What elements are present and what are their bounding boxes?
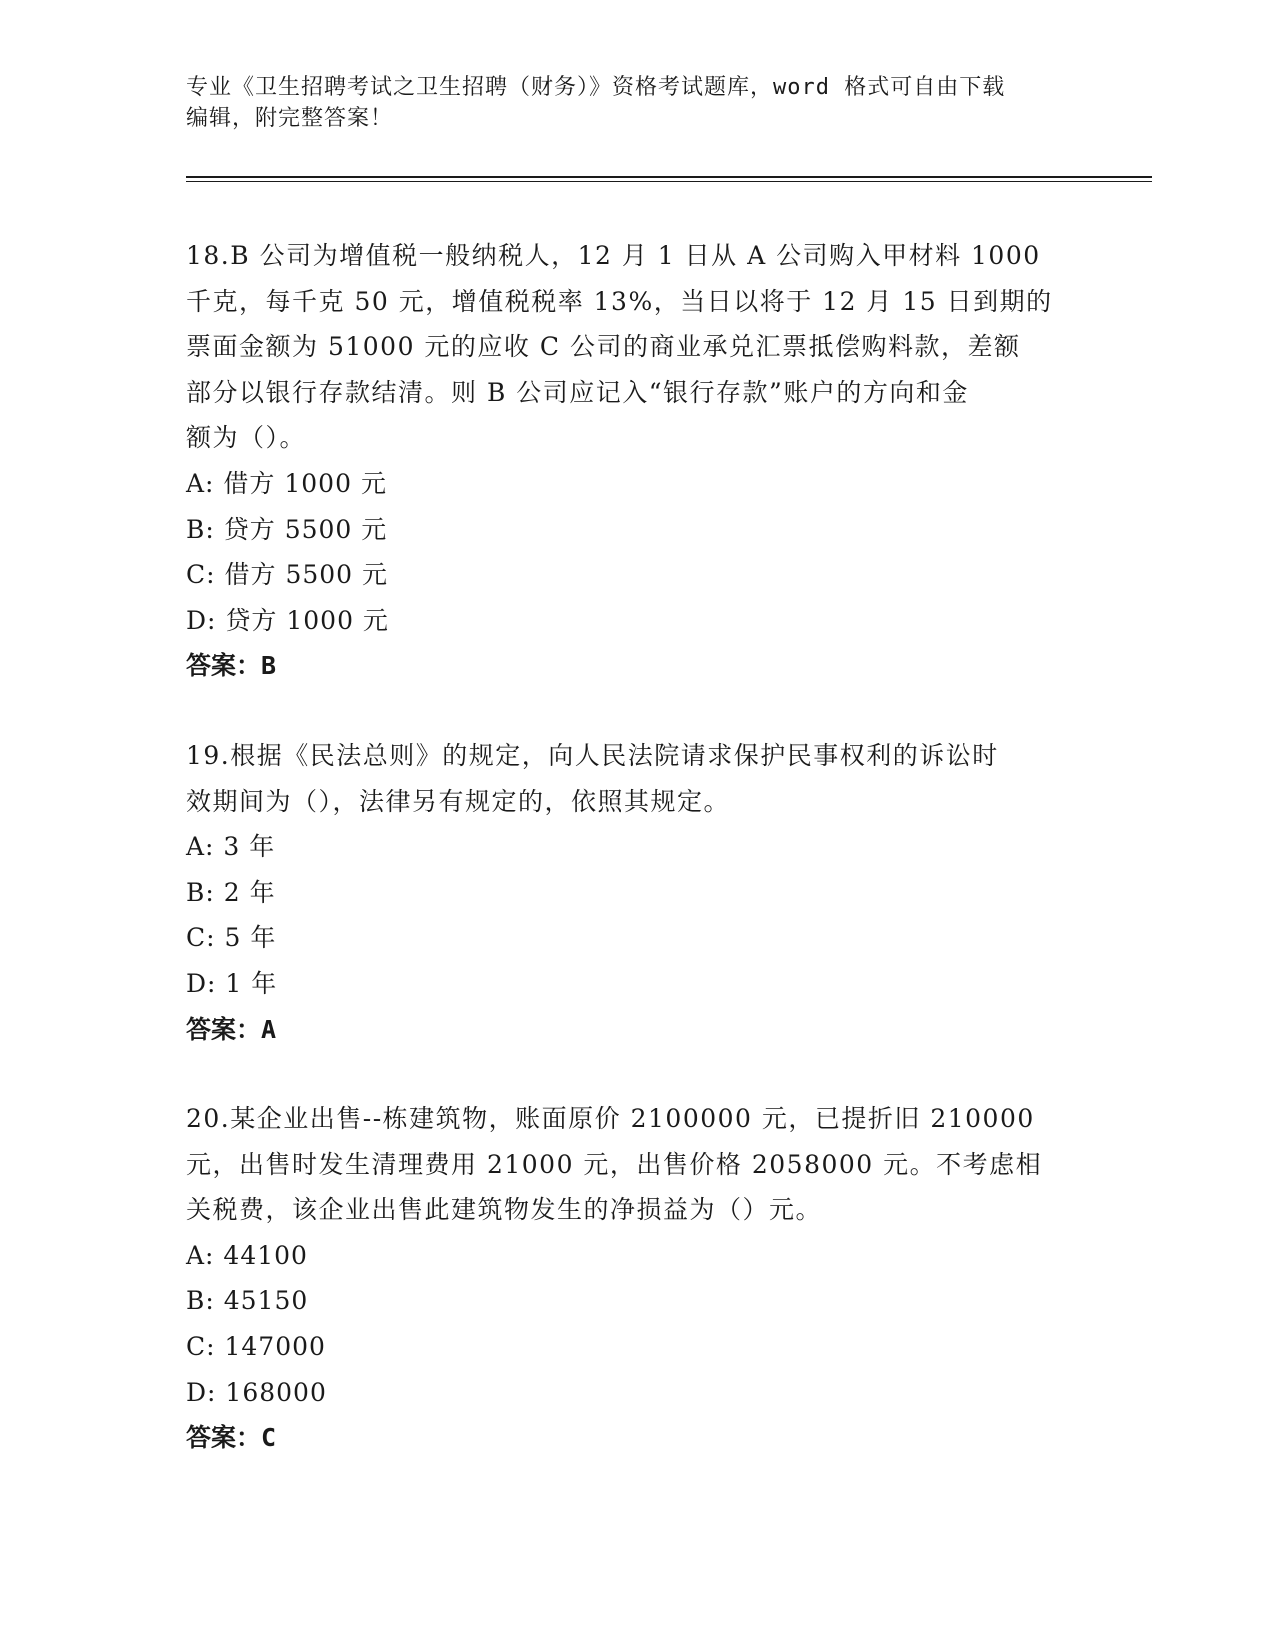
option-d: D: 贷方 1000 元 (186, 605, 389, 635)
question-20 (186, 1096, 1086, 1461)
question-stem-line: 19.根据《民法总则》的规定，向人民法院请求保护民事权利的诉讼时 (186, 740, 999, 770)
option-b: B: 贷方 5500 元 (186, 514, 388, 544)
question-stem-line: 18.B 公司为增值税一般纳税人，12 月 1 日从 A 公司购入甲材料 1000 (186, 241, 1041, 270)
answer-label: 答案：B (186, 651, 277, 681)
question-list (186, 233, 1086, 1505)
question-stem-line: 效期间为（），法律另有规定的，依照其规定。 (186, 786, 731, 816)
question-stem-line: 额为（）。 (186, 423, 307, 453)
option-a: A: 借方 1000 元 (186, 468, 387, 498)
question-stem-line: 票面金额为 51000 元的应收 C 公司的商业承兑汇票抵偿购料款，差额 (186, 332, 1021, 362)
header-line-1: 专业《卫生招聘考试之卫生招聘（财务）》资格考试题库，word 格式可自由下载 (186, 75, 1006, 100)
option-b: B: 2 年 (186, 877, 276, 907)
option-c: C: 5 年 (186, 923, 277, 953)
option-a: A: 44100 (186, 1240, 308, 1270)
answer-label: 答案：C (186, 1423, 277, 1453)
answer-label: 答案：A (186, 1014, 277, 1044)
question-stem-line: 部分以银行存款结清。则 B 公司应记入“银行存款”账户的方向和金 (186, 377, 969, 407)
page-header (186, 72, 1066, 134)
option-a: A: 3 年 (186, 832, 276, 862)
option-b: B: 45150 (186, 1286, 309, 1316)
question-stem-line: 关税费，该企业出售此建筑物发生的净损益为（）元。 (186, 1195, 823, 1225)
option-d: D: 168000 (186, 1377, 327, 1407)
header-divider-thin (186, 181, 1152, 182)
option-c: C: 147000 (186, 1332, 326, 1362)
header-line-2: 编辑，附完整答案！ (186, 106, 394, 131)
question-stem-line: 元，出售时发生清理费用 21000 元，出售价格 2058000 元。不考虑相 (186, 1149, 1043, 1179)
header-divider (186, 176, 1152, 178)
question-stem-line: 20.某企业出售--栋建筑物，账面原价 2100000 元，已提折旧 210000 (186, 1104, 1035, 1134)
question-19 (186, 733, 1086, 1052)
option-d: D: 1 年 (186, 968, 278, 998)
question-18 (186, 233, 1086, 689)
option-c: C: 借方 5500 元 (186, 560, 389, 590)
question-stem-line: 千克，每千克 50 元，增值税税率 13%，当日以将于 12 月 15 日到期的 (186, 286, 1053, 316)
